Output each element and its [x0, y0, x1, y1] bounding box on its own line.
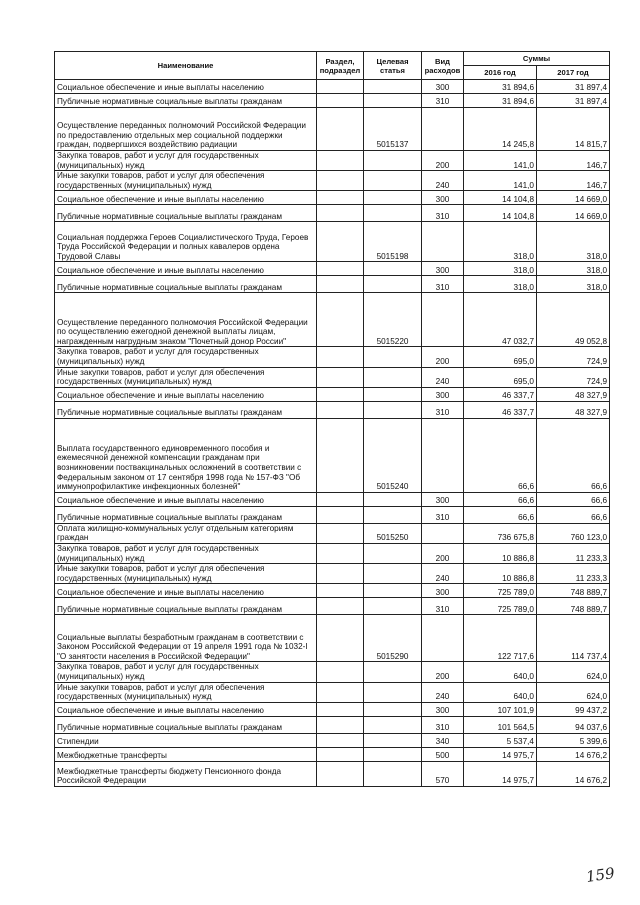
row-2016-cell: 122 717,6: [464, 615, 537, 662]
row-2016-cell: 47 032,7: [464, 293, 537, 347]
row-2017-cell: 724,9: [537, 367, 610, 387]
page-number: 159: [584, 864, 616, 886]
table-row: [55, 761, 610, 786]
table-row: [55, 584, 610, 598]
row-vid-cell: 200: [422, 543, 464, 563]
row-name-cell: Закупка товаров, работ и услуг для государственных (муниципальных) нужд: [55, 347, 317, 367]
row-2017-cell: 99 437,2: [537, 702, 610, 716]
row-vid-cell: 200: [422, 151, 464, 171]
row-statya-cell: [364, 598, 422, 615]
row-razdel-cell: [317, 662, 364, 682]
row-name-cell: Социальная поддержка Героев Социалистического Труда, Героев Труда Российской Федерации и полных кавалеров ордена Трудовой Славы: [55, 222, 317, 262]
row-name-cell: Публичные нормативные социальные выплаты гражданам: [55, 716, 317, 733]
row-2016-cell: 725 789,0: [464, 598, 537, 615]
row-name-cell: Осуществление переданных полномочий Российской Федерации по предоставлению отдельных мер социальной поддержки граждан, подвергшихся воздействию радиации: [55, 108, 317, 151]
row-2016-cell: 66,6: [464, 492, 537, 506]
table-row: [55, 598, 610, 615]
row-vid-cell: 310: [422, 94, 464, 108]
row-vid-cell: 310: [422, 205, 464, 222]
row-vid-cell: 300: [422, 584, 464, 598]
row-vid-cell: 310: [422, 276, 464, 293]
row-name-cell: Социальное обеспечение и иные выплаты населению: [55, 492, 317, 506]
row-2017-cell: 66,6: [537, 492, 610, 506]
row-name-cell: Публичные нормативные социальные выплаты гражданам: [55, 401, 317, 418]
row-2017-cell: 94 037,6: [537, 716, 610, 733]
table-row: [55, 347, 610, 367]
row-2017-cell: 318,0: [537, 262, 610, 276]
row-2017-cell: 31 897,4: [537, 80, 610, 94]
row-name-cell: Социальное обеспечение и иные выплаты населению: [55, 584, 317, 598]
row-statya-cell: [364, 387, 422, 401]
table-row: [55, 94, 610, 108]
row-statya-cell: [364, 564, 422, 584]
row-razdel-cell: [317, 598, 364, 615]
row-vid-cell: [422, 418, 464, 492]
header-year-2017: 2017 год: [537, 66, 610, 80]
table-row: [55, 205, 610, 222]
table-row: [55, 702, 610, 716]
row-name-cell: Публичные нормативные социальные выплаты гражданам: [55, 598, 317, 615]
row-statya-cell: 5015240: [364, 418, 422, 492]
row-razdel-cell: [317, 615, 364, 662]
row-2016-cell: 318,0: [464, 222, 537, 262]
row-statya-cell: [364, 716, 422, 733]
row-razdel-cell: [317, 80, 364, 94]
row-statya-cell: [364, 662, 422, 682]
table-row: [55, 151, 610, 171]
table-row: [55, 276, 610, 293]
row-razdel-cell: [317, 584, 364, 598]
row-razdel-cell: [317, 191, 364, 205]
row-statya-cell: [364, 347, 422, 367]
row-2016-cell: 10 886,8: [464, 543, 537, 563]
row-statya-cell: [364, 151, 422, 171]
row-razdel-cell: [317, 761, 364, 786]
row-vid-cell: 300: [422, 191, 464, 205]
row-name-cell: Социальное обеспечение и иные выплаты населению: [55, 387, 317, 401]
row-2016-cell: 640,0: [464, 662, 537, 682]
row-statya-cell: [364, 401, 422, 418]
row-statya-cell: [364, 367, 422, 387]
table-row: [55, 492, 610, 506]
table-row: [55, 615, 610, 662]
row-razdel-cell: [317, 564, 364, 584]
row-razdel-cell: [317, 151, 364, 171]
row-statya-cell: [364, 205, 422, 222]
row-razdel-cell: [317, 347, 364, 367]
row-2017-cell: 48 327,9: [537, 401, 610, 418]
row-razdel-cell: [317, 747, 364, 761]
row-name-cell: Межбюджетные трансферты: [55, 747, 317, 761]
row-2017-cell: 48 327,9: [537, 387, 610, 401]
row-razdel-cell: [317, 733, 364, 747]
row-2016-cell: 5 537,4: [464, 733, 537, 747]
row-2016-cell: 101 564,5: [464, 716, 537, 733]
row-name-cell: Осуществление переданного полномочия Российской Федерации по осуществлению ежегодной денежной выплаты лицам, награжденным нагрудным знаком "Почетный донор России": [55, 293, 317, 347]
row-name-cell: Социальные выплаты безработным гражданам в соответствии с Законом Российской Федерации от 19 апреля 1991 года № 1032-I "О занятости населения в Российской Федерации": [55, 615, 317, 662]
row-vid-cell: 200: [422, 662, 464, 682]
row-vid-cell: 300: [422, 492, 464, 506]
row-2016-cell: 141,0: [464, 151, 537, 171]
row-2016-cell: 66,6: [464, 418, 537, 492]
row-2016-cell: 31 894,6: [464, 80, 537, 94]
row-vid-cell: 300: [422, 80, 464, 94]
table-row: [55, 716, 610, 733]
row-2017-cell: 146,7: [537, 151, 610, 171]
row-2017-cell: 624,0: [537, 662, 610, 682]
row-statya-cell: [364, 682, 422, 702]
row-2016-cell: 10 886,8: [464, 564, 537, 584]
row-name-cell: Социальное обеспечение и иные выплаты населению: [55, 702, 317, 716]
row-2016-cell: 141,0: [464, 171, 537, 191]
row-statya-cell: [364, 262, 422, 276]
table-row: [55, 80, 610, 94]
row-name-cell: Публичные нормативные социальные выплаты гражданам: [55, 205, 317, 222]
row-vid-cell: 200: [422, 347, 464, 367]
row-2016-cell: 640,0: [464, 682, 537, 702]
row-2016-cell: 14 975,7: [464, 761, 537, 786]
table-row: [55, 543, 610, 563]
row-razdel-cell: [317, 682, 364, 702]
table-row: [55, 662, 610, 682]
row-2016-cell: 725 789,0: [464, 584, 537, 598]
header-razdel: Раздел, подраздел: [317, 52, 364, 80]
row-vid-cell: 240: [422, 564, 464, 584]
row-razdel-cell: [317, 108, 364, 151]
row-2016-cell: 66,6: [464, 506, 537, 523]
row-razdel-cell: [317, 94, 364, 108]
row-name-cell: Выплата государственного единовременного пособия и ежемесячной денежной компенсации гражданам при возникновении поствакцинальных осложнений в соответствии с Федеральным законом от 17 сентября 1998 года № 157-ФЗ "Об иммунопрофилактике инфекционных болезней": [55, 418, 317, 492]
row-2017-cell: 11 233,3: [537, 543, 610, 563]
row-name-cell: Закупка товаров, работ и услуг для государственных (муниципальных) нужд: [55, 151, 317, 171]
row-razdel-cell: [317, 492, 364, 506]
row-name-cell: Публичные нормативные социальные выплаты гражданам: [55, 94, 317, 108]
row-razdel-cell: [317, 387, 364, 401]
row-2016-cell: 695,0: [464, 347, 537, 367]
row-2017-cell: 31 897,4: [537, 94, 610, 108]
row-vid-cell: 500: [422, 747, 464, 761]
table-row: [55, 262, 610, 276]
header-statya: Целевая статья: [364, 52, 422, 80]
row-vid-cell: 310: [422, 506, 464, 523]
table-row: [55, 191, 610, 205]
row-name-cell: Публичные нормативные социальные выплаты гражданам: [55, 506, 317, 523]
row-vid-cell: 310: [422, 598, 464, 615]
table-row: [55, 733, 610, 747]
row-razdel-cell: [317, 276, 364, 293]
row-statya-cell: 5015290: [364, 615, 422, 662]
row-razdel-cell: [317, 418, 364, 492]
row-statya-cell: [364, 733, 422, 747]
row-name-cell: Социальное обеспечение и иные выплаты населению: [55, 191, 317, 205]
row-2017-cell: 748 889,7: [537, 598, 610, 615]
row-vid-cell: 240: [422, 682, 464, 702]
row-vid-cell: [422, 293, 464, 347]
row-vid-cell: [422, 615, 464, 662]
budget-table: [54, 51, 610, 787]
row-2016-cell: 318,0: [464, 262, 537, 276]
header-vid: Вид расходов: [422, 52, 464, 80]
row-razdel-cell: [317, 205, 364, 222]
row-2017-cell: 49 052,8: [537, 293, 610, 347]
header-year-2016: 2016 год: [464, 66, 537, 80]
row-statya-cell: [364, 171, 422, 191]
row-2017-cell: 14 669,0: [537, 191, 610, 205]
table-row: [55, 171, 610, 191]
table-row: [55, 418, 610, 492]
row-2017-cell: 760 123,0: [537, 523, 610, 543]
row-razdel-cell: [317, 293, 364, 347]
row-razdel-cell: [317, 171, 364, 191]
row-name-cell: Иные закупки товаров, работ и услуг для обеспечения государственных (муниципальных) нужд: [55, 367, 317, 387]
row-name-cell: Иные закупки товаров, работ и услуг для обеспечения государственных (муниципальных) нужд: [55, 682, 317, 702]
row-razdel-cell: [317, 543, 364, 563]
row-name-cell: Иные закупки товаров, работ и услуг для обеспечения государственных (муниципальных) нужд: [55, 171, 317, 191]
row-2017-cell: 14 815,7: [537, 108, 610, 151]
row-vid-cell: 300: [422, 702, 464, 716]
row-statya-cell: [364, 191, 422, 205]
table-header: [55, 52, 610, 80]
row-razdel-cell: [317, 716, 364, 733]
table-row: [55, 682, 610, 702]
row-statya-cell: [364, 492, 422, 506]
table-row: [55, 523, 610, 543]
row-2016-cell: 107 101,9: [464, 702, 537, 716]
row-2017-cell: 724,9: [537, 347, 610, 367]
table-row: [55, 293, 610, 347]
row-2016-cell: 14 975,7: [464, 747, 537, 761]
row-2016-cell: 318,0: [464, 276, 537, 293]
table-row: [55, 401, 610, 418]
row-2017-cell: 318,0: [537, 276, 610, 293]
row-razdel-cell: [317, 523, 364, 543]
row-name-cell: Стипендии: [55, 733, 317, 747]
row-vid-cell: 300: [422, 387, 464, 401]
row-vid-cell: 300: [422, 262, 464, 276]
row-razdel-cell: [317, 506, 364, 523]
table-body: [55, 80, 610, 787]
row-name-cell: Закупка товаров, работ и услуг для государственных (муниципальных) нужд: [55, 662, 317, 682]
row-vid-cell: 310: [422, 401, 464, 418]
row-name-cell: Социальное обеспечение и иные выплаты населению: [55, 80, 317, 94]
table-row: [55, 387, 610, 401]
row-2017-cell: 14 669,0: [537, 205, 610, 222]
row-razdel-cell: [317, 367, 364, 387]
row-statya-cell: [364, 543, 422, 563]
row-vid-cell: [422, 222, 464, 262]
row-statya-cell: [364, 276, 422, 293]
row-2017-cell: 11 233,3: [537, 564, 610, 584]
row-statya-cell: [364, 80, 422, 94]
row-statya-cell: [364, 747, 422, 761]
row-statya-cell: [364, 584, 422, 598]
row-statya-cell: 5015198: [364, 222, 422, 262]
row-2017-cell: 66,6: [537, 418, 610, 492]
row-2017-cell: 14 676,2: [537, 761, 610, 786]
row-razdel-cell: [317, 401, 364, 418]
header-name: Наименование: [55, 52, 317, 80]
row-2017-cell: 624,0: [537, 682, 610, 702]
row-2016-cell: 736 675,8: [464, 523, 537, 543]
row-statya-cell: 5015250: [364, 523, 422, 543]
row-name-cell: Оплата жилищно-коммунальных услуг отдельным категориям граждан: [55, 523, 317, 543]
row-vid-cell: 340: [422, 733, 464, 747]
row-2016-cell: 46 337,7: [464, 387, 537, 401]
row-vid-cell: 570: [422, 761, 464, 786]
row-name-cell: Социальное обеспечение и иные выплаты населению: [55, 262, 317, 276]
row-2017-cell: 748 889,7: [537, 584, 610, 598]
row-2017-cell: 318,0: [537, 222, 610, 262]
row-razdel-cell: [317, 262, 364, 276]
row-2016-cell: 31 894,6: [464, 94, 537, 108]
table-row: [55, 108, 610, 151]
row-2016-cell: 14 104,8: [464, 205, 537, 222]
row-2016-cell: 14 245,8: [464, 108, 537, 151]
row-statya-cell: 5015220: [364, 293, 422, 347]
row-name-cell: Межбюджетные трансферты бюджету Пенсионного фонда Российской Федерации: [55, 761, 317, 786]
row-vid-cell: 240: [422, 171, 464, 191]
row-vid-cell: [422, 108, 464, 151]
row-2017-cell: 14 676,2: [537, 747, 610, 761]
row-2017-cell: 66,6: [537, 506, 610, 523]
row-2016-cell: 46 337,7: [464, 401, 537, 418]
row-statya-cell: [364, 94, 422, 108]
table-row: [55, 367, 610, 387]
row-2017-cell: 146,7: [537, 171, 610, 191]
row-name-cell: Закупка товаров, работ и услуг для государственных (муниципальных) нужд: [55, 543, 317, 563]
table-row: [55, 506, 610, 523]
table-row: [55, 222, 610, 262]
row-vid-cell: 310: [422, 716, 464, 733]
row-2016-cell: 14 104,8: [464, 191, 537, 205]
table-row: [55, 747, 610, 761]
row-name-cell: Публичные нормативные социальные выплаты гражданам: [55, 276, 317, 293]
row-2017-cell: 114 737,4: [537, 615, 610, 662]
row-name-cell: Иные закупки товаров, работ и услуг для обеспечения государственных (муниципальных) нужд: [55, 564, 317, 584]
row-razdel-cell: [317, 222, 364, 262]
row-statya-cell: [364, 702, 422, 716]
table-row: [55, 564, 610, 584]
header-sums: Суммы: [464, 52, 610, 66]
row-2016-cell: 695,0: [464, 367, 537, 387]
row-statya-cell: 5015137: [364, 108, 422, 151]
row-2017-cell: 5 399,6: [537, 733, 610, 747]
row-vid-cell: 240: [422, 367, 464, 387]
row-statya-cell: [364, 506, 422, 523]
row-statya-cell: [364, 761, 422, 786]
row-razdel-cell: [317, 702, 364, 716]
row-vid-cell: [422, 523, 464, 543]
